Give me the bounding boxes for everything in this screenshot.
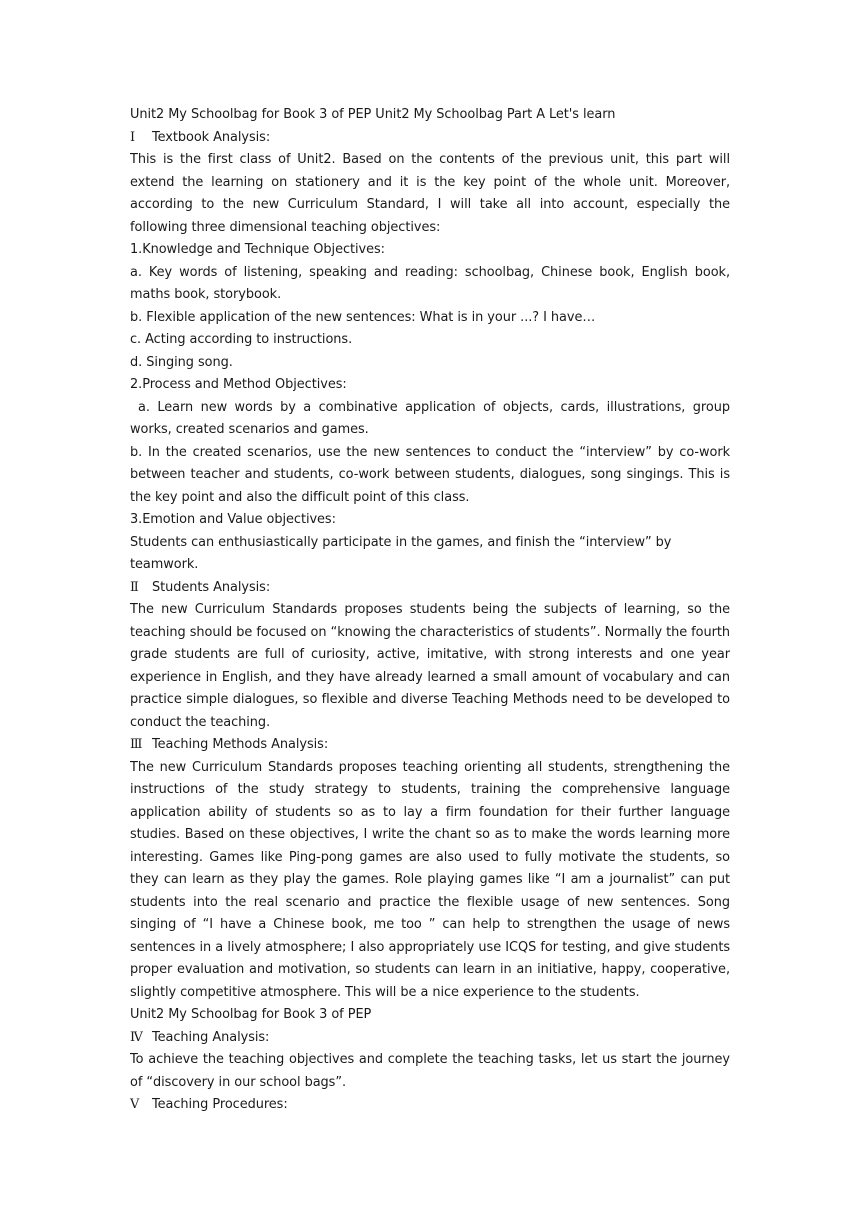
section-heading-text: Textbook Analysis: xyxy=(152,129,271,145)
objective-title: 2.Process and Method Objectives: xyxy=(130,377,347,392)
section-heading-teaching-methods-analysis xyxy=(130,734,730,757)
section-heading-text: Teaching Procedures: xyxy=(152,1097,288,1112)
document-page xyxy=(130,104,730,1117)
section-numeral: Ⅴ xyxy=(130,1097,140,1112)
objective-item: d. Singing song. xyxy=(130,354,233,370)
paragraph: The new Curriculum Standards proposes teaching orienting all students, strengthening the instructions of the study strategy to students, training the comprehensive language application ability of students so as to lay a firm foundation for their further language studies. Based on these objectives, I write the chant so as to make the words learning more interesting. Games like Ping-pong games are also used to fully motivate the students, so they can learn as they play the games. Role playing games like “I am a journalist” can put students into the real scenario and practice the flexible usage of new sentences. Song singing of “I have a Chinese book, me too ” can help to strengthen the usage of news sentences in a lively atmosphere; I also appropriately use ICQS for testing, and give students proper evaluation and motivation, so students can learn in an initiative, happy, cooperative, slightly competitive atmosphere. This will be a nice experience to the students. xyxy=(130,759,730,1000)
section-heading-text: Students Analysis: xyxy=(152,579,271,595)
document-title: Unit2 My Schoolbag for Book 3 of PEP Unit2 My Schoolbag Part A Let's learn xyxy=(130,107,616,122)
objective-title: 1.Knowledge and Technique Objectives: xyxy=(130,242,385,257)
section-heading-text: Teaching Analysis: xyxy=(152,1029,270,1045)
section-heading-textbook-analysis xyxy=(130,127,730,150)
paragraph: The new Curriculum Standards proposes students being the subjects of learning, so the teaching should be focused on “knowing the characteristics of students”. Normally the fourth grade students are full of curiosity, active, imitative, with strong interests and one year experience in English, and they have already learned a small amount of vocabulary and can practice simple dialogues, so flexible and diverse Teaching Methods need to be developed to conduct the teaching. xyxy=(130,602,730,730)
objective-item: b. Flexible application of the new sentences: What is in your ...? I have… xyxy=(130,309,596,325)
section-heading-teaching-procedures xyxy=(130,1094,730,1117)
paragraph: To achieve the teaching objectives and complete the teaching tasks, let us start the journey of “discovery in our school bags”. xyxy=(130,1052,730,1090)
section-heading-teaching-analysis xyxy=(130,1027,730,1050)
objective-item: a. Learn new words by a combinative application of objects, cards, illustrations, group works, created scenarios and games. xyxy=(130,399,730,437)
paragraph: Students can enthusiastically participate in the games, and finish the “interview” by teamwork. xyxy=(130,534,672,572)
section-numeral: Ⅱ xyxy=(130,579,139,595)
objective-item: b. In the created scenarios, use the new sentences to conduct the “interview” by co-work between teacher and students, co-work between students, dialogues, song singings. This is the key point and also the difficult point of this class. xyxy=(130,444,730,505)
paragraph: This is the first class of Unit2. Based on the contents of the previous unit, this part will extend the learning on stationery and it is the key point of the whole unit. Moreover, according to the new Curriculum Standard, I will take all into account, especially the following three dimensional teaching objectives: xyxy=(130,152,730,235)
objective-item: a. Key words of listening, speaking and reading: schoolbag, Chinese book, English book, maths book, storybook. xyxy=(130,264,730,302)
objective-item: c. Acting according to instructions. xyxy=(130,332,353,347)
section-heading-text: Teaching Methods Analysis: xyxy=(152,737,329,752)
section-numeral: Ⅲ xyxy=(130,737,143,752)
section-heading-students-analysis xyxy=(130,577,730,600)
section-numeral: Ⅳ xyxy=(130,1029,143,1045)
section-numeral: Ⅰ xyxy=(130,129,136,145)
objective-title: 3.Emotion and Value objectives: xyxy=(130,512,336,527)
document-subtitle: Unit2 My Schoolbag for Book 3 of PEP xyxy=(130,1007,372,1022)
